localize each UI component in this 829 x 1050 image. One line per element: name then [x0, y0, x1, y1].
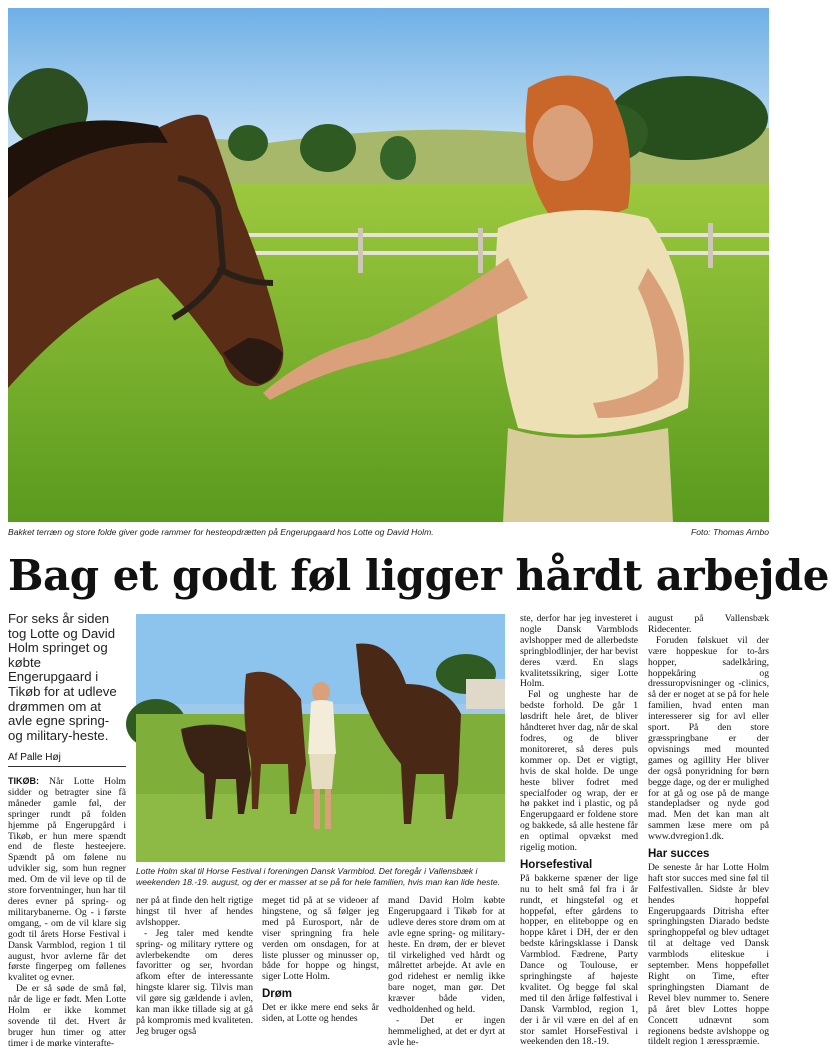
col2-paragraph-2: - Jeg taler med kendte spring- og military ryttere og avlerbekendte om deres favoritter og ser, hvordan afkom efter de interessante hingste klarer sig. Tilvis man vil gøre sig gældende i avlen, kan man ikke tillade sig at gå på kompromis med kvaliteten. Jeg bruger også — [136, 927, 253, 1037]
col3-paragraph-2: Det er ikke mere end seks år siden, at Lotte og hendes — [262, 1002, 379, 1025]
col1-paragraph-2: De er så søde de små føl, når de lige er født. Men Lotte Holm er ikke kommet sovende til det. Hvert år bruger hun timer og atter timer i de mørke vinterafte- — [8, 983, 126, 1049]
subhead-drom: Drøm — [262, 988, 293, 1001]
woman-with-horses-photo — [136, 614, 505, 862]
intro-text: For seks år siden tog Lotte og David Holm springet og købte Engerupgaard i Tikøb for at udleve drømmen om at avle egne spring- og military-heste. — [8, 611, 117, 743]
col1-paragraph-1: Når Lotte Holm sidder og betragter sine fã måneder gamle føl, der springer rundt på folden hjemme på Engerupgård i Tikøb, er hun mere spændt end de fleste hesteejere. Spændt på om følene nu udvikler sig, som hun regner med. Om de vil leve op til de store forventninger, hun har til deres evner på spring- og militarybanerne. Og - i første omgang, - om de vil klare sig godt til årets Horse Festival i Dansk Varmblod, region 1 til august, hvor avlerne får det første fingerpeg om føllenes kvalitet og evner. — [8, 776, 126, 984]
col3-paragraph-1: meget tid på at se videoer af hingstene, og så følger jeg med på Eurosport, når de viser springning fra hele verden om onsdagen, for at liste plusser og minusser op, både for hoppe og hingst, siger Lotte Holm. — [262, 895, 379, 983]
col4-paragraph-1: ste, derfor har jeg investeret i nogle Dansk Varmblods avlshopper med de allerbedste springblodlinjer, der har bevist deres værd. En slags kvalitetssikring, siger Lotte Holm. — [520, 613, 638, 690]
top-photo — [8, 8, 769, 522]
article-column-5 — [648, 613, 769, 1048]
col4-paragraph-2: Føl og ungheste har de bedste forhold. De går 1 løsdrift hele året, de bliver håndteret hver dag, når de skal fodres, og de bliver monitoreret, så deres puls kommer op. Det er vigtigt, hvis de skal holde. De unge heste bliver fodret med specialfoder og wrap, der er hø pakket ind i plastic, og på Engerupgaard er foldene store og bakkede, så alle hestene får en optimal opvækst med rigelig motion. — [520, 689, 638, 854]
mid-photo-caption: Lotte Holm skal til Horse Festival i foreningen Dansk Varmblod. Det foregår i Vallensbæk i weekenden 18.-19. august, og der er masser at se på for hele familien, hvis man kan lide heste. — [136, 866, 501, 887]
col5-paragraph-2: Foruden følskuet vil der være hoppeskue for to-års hopper, sadelkåring, hoppekåring og dressuropvisninger og -clinics, så der er noget at se på for hele familien, hvad enten man interesserer sig for avl eller sport. På den store græsspringbane er der opvisnings med mounted games og agillity Her bliver der også ponyridning for børn begge dage, og der er mulighed for at gå og ose på de mange standepladser og nyde god mad. Men det kan man alt sammen læse mere om på www.dvregion1.dk. — [648, 634, 769, 843]
headline: Bag et godt føl ligger hårdt arbejde — [8, 551, 829, 600]
byline: Af Palle Høj — [8, 752, 126, 767]
subhead-horsefestival: Horsefestival — [520, 858, 593, 871]
col5-paragraph-1: august på Vallensbæk Ridecenter. — [648, 613, 769, 635]
col4-paragraph-3: På bakkerne spæner der lige nu to helt små føl fra i år rundt, et hingsteføl og et hoppeføl, efter gårdens to hopper, en eliteboppe og en hoppe kåret i DH, der er den bedste kåringsklasse i Dansk Varmblod. Fædrene, Party Dance og Toulouse, er springhingste af højeste kvalitet. Og begge føl skal med til den årlige følfestival i Dansk Varmblod, region 1, der i år vil være en del af en stor samlet HorseFestival i weekenden den 18.-19. — [520, 872, 638, 1048]
article-column-2 — [136, 895, 253, 1037]
col4a-paragraph-1: mand David Holm købte Engerupgaard i Tikøb for at udleve deres store drøm om at avle egne spring- og military-heste. En drøm, der er blevet til virkelighed ved hårdt og målrettet arbejde. At avle en god ridehest er nemlig ikke bare noget, man gør. Det kræver både viden, vedholdenhed og held. — [388, 895, 505, 1016]
col4a-paragraph-2: - Det er ingen hemmelighed, at det er dyrt at avle he- — [388, 1014, 505, 1048]
article-column-3 — [262, 896, 379, 1034]
top-photo-caption: Bakket terræn og store folde giver gode rammer for hesteopdrætten på Engerupgaard hos Lotte og David Holm. — [8, 527, 434, 537]
col5-paragraph-3: De seneste år har Lotte Holm haft stor succes med sine føl til Følfestivallen. Sidste år blev hendes hoppeføl Engerupgaards Ditrisha efter springhingsten Diarado bedste springhoppeføl og blev udtaget til at deltage ved Dansk varmblods eliteskue i september. Mens hoppeføllet Right on Time, efter springhingsten Diamant de Revel blev nummer to. Senere på året blev Lottes hoppe Concett udnævnt som regionens bedste avlshoppe og tildelt region 1 æresspræmie. — [648, 861, 769, 1048]
photo-credit: Foto: Thomas Arnbo — [690, 527, 769, 537]
mid-photo — [136, 614, 505, 862]
col2-paragraph-1: ner på at finde den helt rigtige hingst til hver af hendes avlshopper. — [136, 895, 253, 928]
article-column-4a — [388, 895, 505, 1048]
horse-and-woman-photo — [8, 8, 769, 522]
dateline: TIKØB: — [8, 776, 39, 786]
subhead-har-succes: Har succes — [648, 848, 710, 861]
article-column-4 — [520, 613, 638, 1048]
article-column-1 — [8, 776, 126, 1049]
